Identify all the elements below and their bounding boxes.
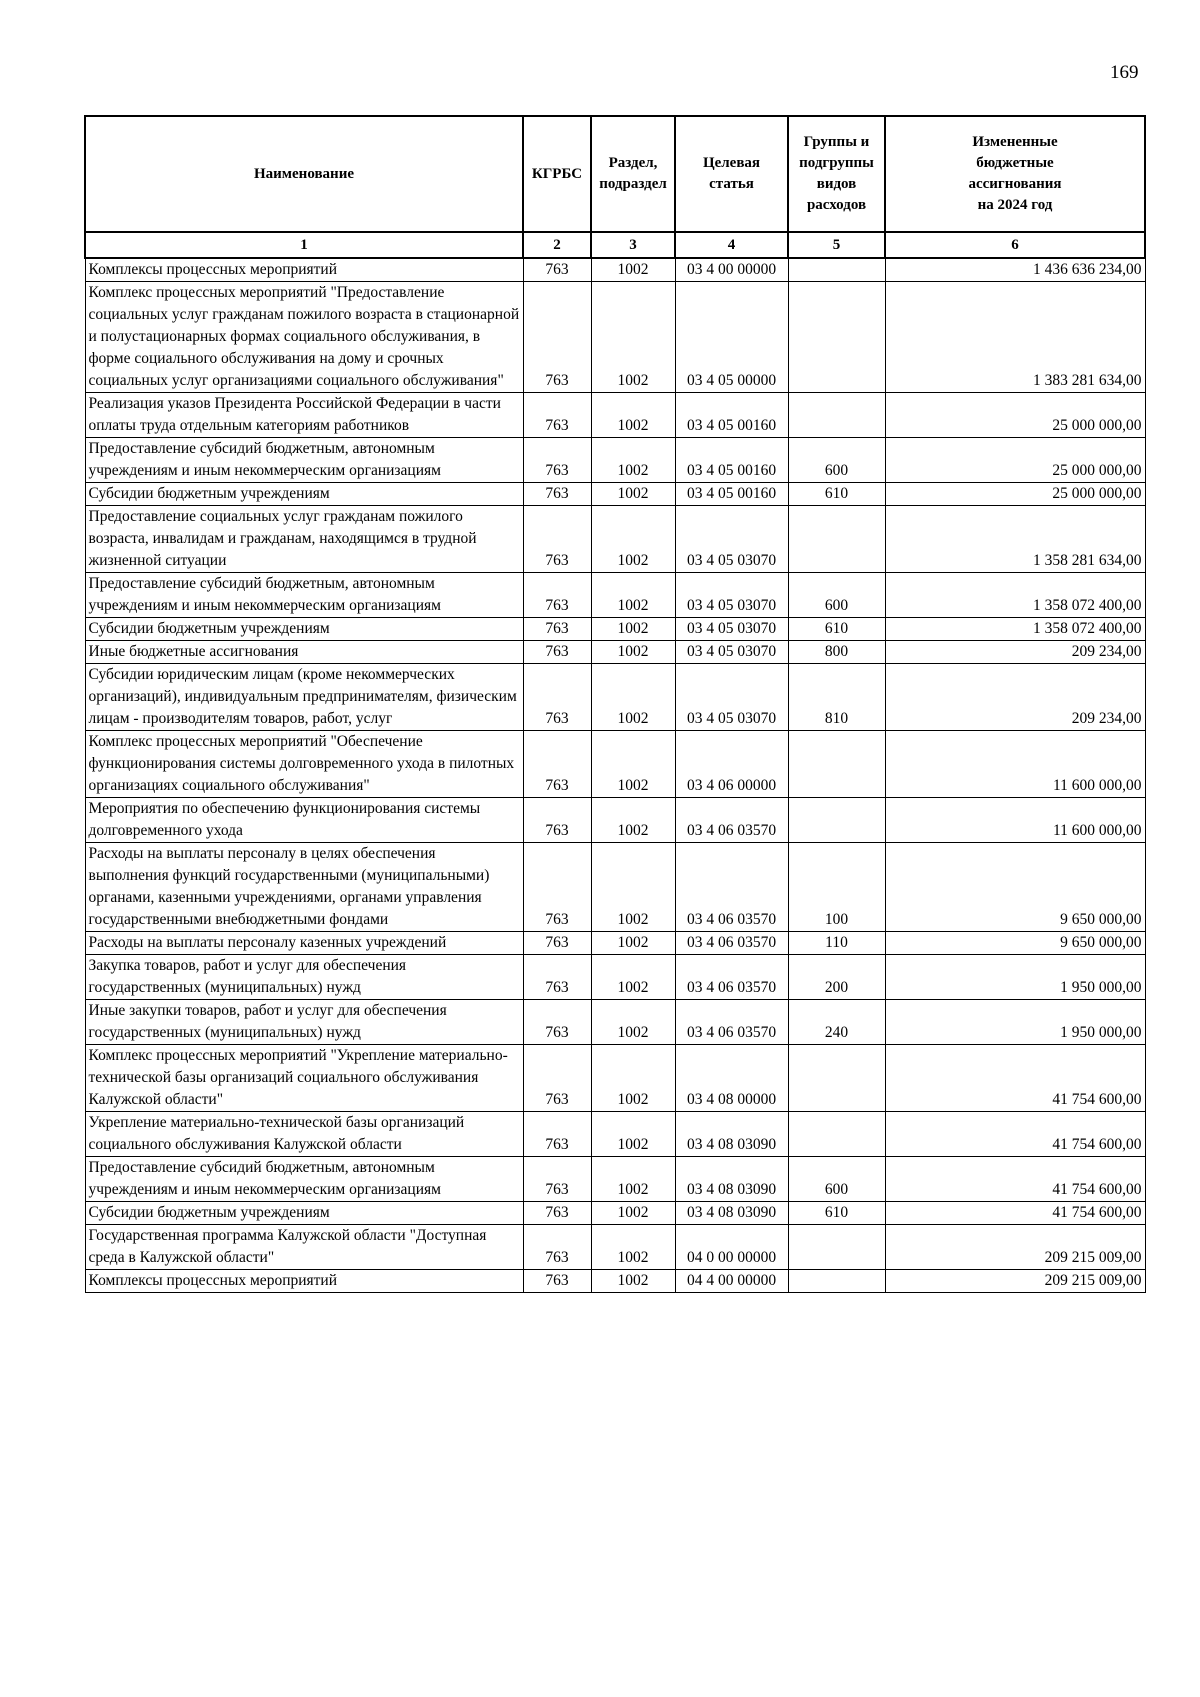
row-name: Государственная программа Калужской области "Доступная среда в Калужской области"	[85, 1225, 523, 1270]
row-kgrbs: 763	[523, 1270, 591, 1293]
row-section: 1002	[591, 955, 675, 1000]
row-section: 1002	[591, 641, 675, 664]
row-name: Иные бюджетные ассигнования	[85, 641, 523, 664]
row-target: 03 4 06 00000	[675, 731, 788, 798]
row-section: 1002	[591, 731, 675, 798]
row-kgrbs: 763	[523, 932, 591, 955]
row-target: 03 4 08 03090	[675, 1157, 788, 1202]
row-name: Расходы на выплаты персоналу в целях обеспечения выполнения функций государственными (муниципальными) органами, казенными учреждениями, органами управления государственными внебюджетными фондами	[85, 843, 523, 932]
row-section: 1002	[591, 282, 675, 393]
row-section: 1002	[591, 1045, 675, 1112]
table-row	[85, 393, 1145, 438]
table-row	[85, 641, 1145, 664]
table-row	[85, 1157, 1145, 1202]
row-group: 200	[788, 955, 885, 1000]
row-section: 1002	[591, 1202, 675, 1225]
row-kgrbs: 763	[523, 798, 591, 843]
column-number: 2	[523, 232, 591, 258]
row-group	[788, 258, 885, 282]
row-target: 03 4 05 03070	[675, 641, 788, 664]
table-row	[85, 618, 1145, 641]
table-row	[85, 1225, 1145, 1270]
row-amount: 41 754 600,00	[885, 1112, 1145, 1157]
column-number: 6	[885, 232, 1145, 258]
row-kgrbs: 763	[523, 618, 591, 641]
row-name: Субсидии бюджетным учреждениям	[85, 618, 523, 641]
row-amount: 209 215 009,00	[885, 1225, 1145, 1270]
row-name: Комплекс процессных мероприятий "Укрепление материально-технической базы организаций социального обслуживания Калужской области"	[85, 1045, 523, 1112]
row-amount: 9 650 000,00	[885, 843, 1145, 932]
column-number: 5	[788, 232, 885, 258]
row-kgrbs: 763	[523, 731, 591, 798]
row-target: 03 4 05 03070	[675, 618, 788, 641]
row-kgrbs: 763	[523, 393, 591, 438]
row-target: 03 4 00 00000	[675, 258, 788, 282]
row-target: 03 4 05 00160	[675, 393, 788, 438]
row-name: Предоставление социальных услуг гражданам пожилого возраста, инвалидам и гражданам, находящимся в трудной жизненной ситуации	[85, 506, 523, 573]
row-amount: 1 950 000,00	[885, 1000, 1145, 1045]
row-target: 03 4 08 00000	[675, 1045, 788, 1112]
row-group	[788, 1112, 885, 1157]
row-kgrbs: 763	[523, 483, 591, 506]
row-kgrbs: 763	[523, 573, 591, 618]
row-name: Мероприятия по обеспечению функционирования системы долговременного ухода	[85, 798, 523, 843]
row-amount: 25 000 000,00	[885, 483, 1145, 506]
row-group	[788, 282, 885, 393]
row-amount: 11 600 000,00	[885, 798, 1145, 843]
row-name: Укрепление материально-технической базы организаций социального обслуживания Калужской области	[85, 1112, 523, 1157]
table-row	[85, 483, 1145, 506]
row-group	[788, 798, 885, 843]
row-name: Предоставление субсидий бюджетным, автономным учреждениям и иным некоммерческим организациям	[85, 573, 523, 618]
row-amount: 41 754 600,00	[885, 1045, 1145, 1112]
table-body	[85, 258, 1145, 1293]
column-number: 4	[675, 232, 788, 258]
row-target: 03 4 06 03570	[675, 932, 788, 955]
row-kgrbs: 763	[523, 438, 591, 483]
page-number: 169	[1110, 62, 1139, 83]
table-row	[85, 258, 1145, 282]
row-target: 03 4 08 03090	[675, 1202, 788, 1225]
row-section: 1002	[591, 843, 675, 932]
row-kgrbs: 763	[523, 1225, 591, 1270]
row-amount: 1 358 072 400,00	[885, 618, 1145, 641]
table-row	[85, 438, 1145, 483]
row-kgrbs: 763	[523, 1045, 591, 1112]
table-row	[85, 506, 1145, 573]
row-name: Иные закупки товаров, работ и услуг для обеспечения государственных (муниципальных) нужд	[85, 1000, 523, 1045]
row-kgrbs: 763	[523, 258, 591, 282]
table-row	[85, 1000, 1145, 1045]
row-group: 600	[788, 573, 885, 618]
table-row	[85, 1112, 1145, 1157]
row-target: 04 0 00 00000	[675, 1225, 788, 1270]
row-group: 810	[788, 664, 885, 731]
row-group	[788, 1225, 885, 1270]
header-row	[85, 116, 1145, 232]
row-amount: 209 234,00	[885, 641, 1145, 664]
row-group	[788, 1045, 885, 1112]
row-section: 1002	[591, 664, 675, 731]
row-group: 600	[788, 438, 885, 483]
row-section: 1002	[591, 932, 675, 955]
table-row	[85, 573, 1145, 618]
row-target: 03 4 06 03570	[675, 1000, 788, 1045]
header-kgrbs: КГРБС	[523, 116, 591, 232]
row-amount: 1 358 072 400,00	[885, 573, 1145, 618]
row-kgrbs: 763	[523, 843, 591, 932]
row-target: 03 4 05 03070	[675, 573, 788, 618]
row-section: 1002	[591, 1225, 675, 1270]
row-kgrbs: 763	[523, 1202, 591, 1225]
row-group: 600	[788, 1157, 885, 1202]
table-row	[85, 664, 1145, 731]
table-row	[85, 843, 1145, 932]
row-kgrbs: 763	[523, 955, 591, 1000]
row-amount: 11 600 000,00	[885, 731, 1145, 798]
row-target: 03 4 05 03070	[675, 664, 788, 731]
row-target: 03 4 06 03570	[675, 798, 788, 843]
row-group: 610	[788, 618, 885, 641]
table-row	[85, 282, 1145, 393]
row-target: 03 4 06 03570	[675, 843, 788, 932]
row-target: 04 4 00 00000	[675, 1270, 788, 1293]
header-amount: Измененные бюджетные ассигнования на 2024 год	[885, 116, 1145, 232]
row-name: Комплексы процессных мероприятий	[85, 258, 523, 282]
row-section: 1002	[591, 618, 675, 641]
row-amount: 1 358 281 634,00	[885, 506, 1145, 573]
row-group: 800	[788, 641, 885, 664]
row-name: Комплекс процессных мероприятий "Предоставление социальных услуг гражданам пожилого возраста в стационарной и полустационарных формах социального обслуживания, в форме социального обслуживания на дому и срочных социальных услуг организациями социального обслуживания"	[85, 282, 523, 393]
row-amount: 1 383 281 634,00	[885, 282, 1145, 393]
header-target: Целевая статья	[675, 116, 788, 232]
row-group	[788, 1270, 885, 1293]
row-group	[788, 393, 885, 438]
row-amount: 25 000 000,00	[885, 438, 1145, 483]
budget-table	[84, 115, 1146, 1293]
row-kgrbs: 763	[523, 641, 591, 664]
table-row	[85, 955, 1145, 1000]
row-name: Закупка товаров, работ и услуг для обеспечения государственных (муниципальных) нужд	[85, 955, 523, 1000]
row-section: 1002	[591, 506, 675, 573]
row-name: Предоставление субсидий бюджетным, автономным учреждениям и иным некоммерческим организациям	[85, 1157, 523, 1202]
header-group: Группы и подгруппы видов расходов	[788, 116, 885, 232]
row-group: 110	[788, 932, 885, 955]
row-section: 1002	[591, 573, 675, 618]
row-name: Комплексы процессных мероприятий	[85, 1270, 523, 1293]
row-name: Предоставление субсидий бюджетным, автономным учреждениям и иным некоммерческим организациям	[85, 438, 523, 483]
row-section: 1002	[591, 1000, 675, 1045]
row-kgrbs: 763	[523, 506, 591, 573]
table-row	[85, 932, 1145, 955]
table-row	[85, 798, 1145, 843]
row-section: 1002	[591, 1270, 675, 1293]
row-section: 1002	[591, 438, 675, 483]
row-amount: 41 754 600,00	[885, 1202, 1145, 1225]
row-amount: 25 000 000,00	[885, 393, 1145, 438]
row-section: 1002	[591, 798, 675, 843]
row-group	[788, 731, 885, 798]
row-target: 03 4 06 03570	[675, 955, 788, 1000]
row-group: 240	[788, 1000, 885, 1045]
row-target: 03 4 05 00160	[675, 483, 788, 506]
row-amount: 209 215 009,00	[885, 1270, 1145, 1293]
row-amount: 209 234,00	[885, 664, 1145, 731]
row-amount: 9 650 000,00	[885, 932, 1145, 955]
row-name: Субсидии бюджетным учреждениям	[85, 1202, 523, 1225]
row-amount: 1 950 000,00	[885, 955, 1145, 1000]
row-group: 100	[788, 843, 885, 932]
table-row	[85, 1270, 1145, 1293]
row-name: Реализация указов Президента Российской Федерации в части оплаты труда отдельным категориям работников	[85, 393, 523, 438]
row-group: 610	[788, 1202, 885, 1225]
column-number-row	[85, 232, 1145, 258]
row-kgrbs: 763	[523, 1112, 591, 1157]
row-name: Субсидии юридическим лицам (кроме некоммерческих организаций), индивидуальным предпринимателям, физическим лицам - производителям товаров, работ, услуг	[85, 664, 523, 731]
header-section: Раздел, подраздел	[591, 116, 675, 232]
row-section: 1002	[591, 483, 675, 506]
row-name: Комплекс процессных мероприятий "Обеспечение функционирования системы долговременного ухода в пилотных организациях социального обслуживания"	[85, 731, 523, 798]
header-name: Наименование	[85, 116, 523, 232]
row-kgrbs: 763	[523, 1000, 591, 1045]
row-name: Субсидии бюджетным учреждениям	[85, 483, 523, 506]
row-target: 03 4 05 03070	[675, 506, 788, 573]
row-kgrbs: 763	[523, 664, 591, 731]
row-section: 1002	[591, 258, 675, 282]
row-group	[788, 506, 885, 573]
table-row	[85, 1045, 1145, 1112]
table-row	[85, 731, 1145, 798]
row-group: 610	[788, 483, 885, 506]
row-kgrbs: 763	[523, 282, 591, 393]
column-number: 3	[591, 232, 675, 258]
row-section: 1002	[591, 1112, 675, 1157]
row-amount: 1 436 636 234,00	[885, 258, 1145, 282]
row-target: 03 4 05 00160	[675, 438, 788, 483]
row-kgrbs: 763	[523, 1157, 591, 1202]
row-name: Расходы на выплаты персоналу казенных учреждений	[85, 932, 523, 955]
table-row	[85, 1202, 1145, 1225]
row-target: 03 4 08 03090	[675, 1112, 788, 1157]
row-section: 1002	[591, 1157, 675, 1202]
row-amount: 41 754 600,00	[885, 1157, 1145, 1202]
column-number: 1	[85, 232, 523, 258]
row-target: 03 4 05 00000	[675, 282, 788, 393]
row-section: 1002	[591, 393, 675, 438]
